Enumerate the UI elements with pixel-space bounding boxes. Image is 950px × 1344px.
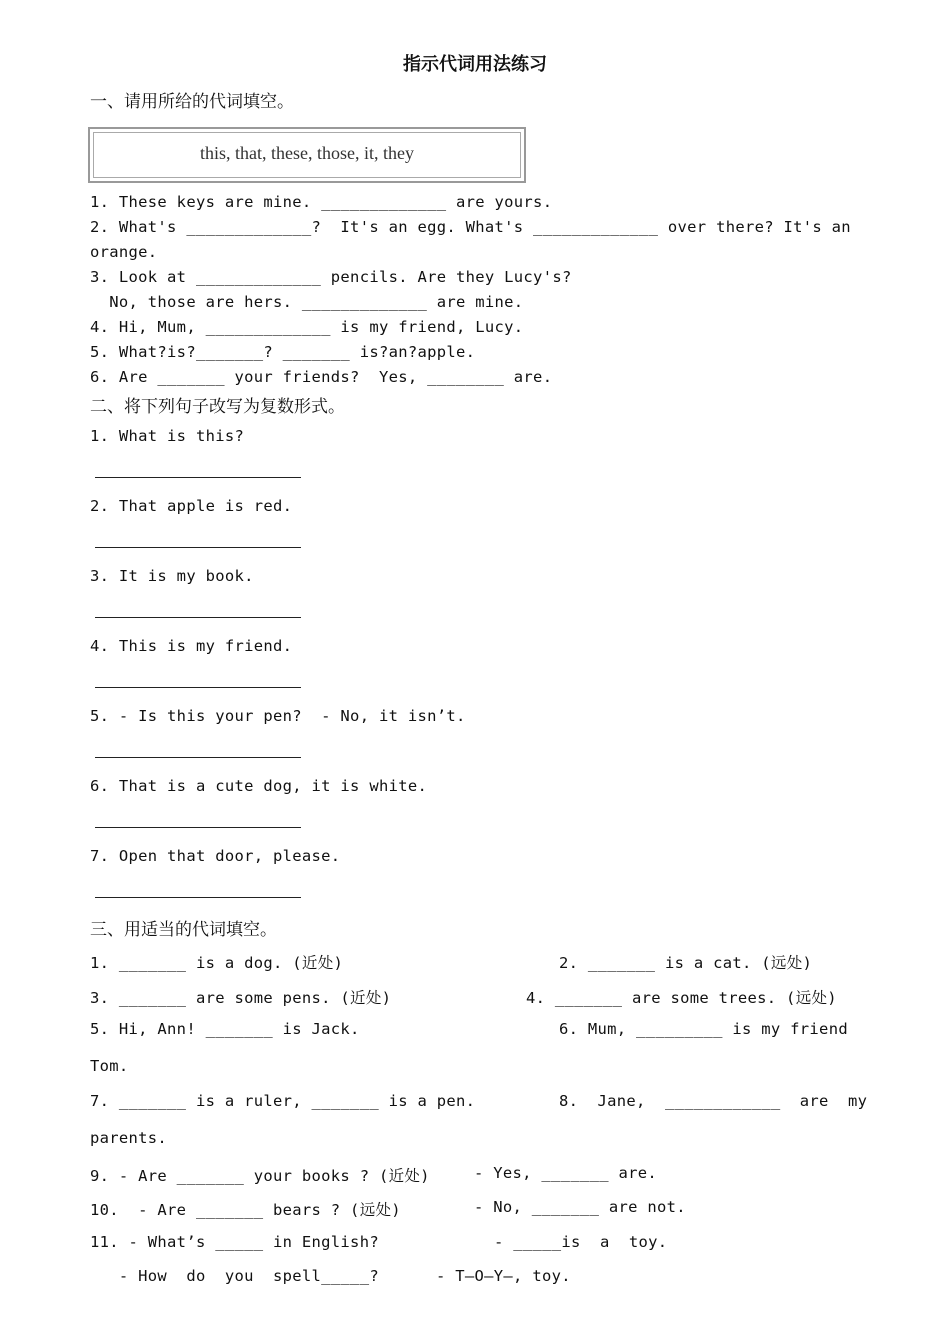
s3-right: 4. _______ are some trees. (远处) [526, 989, 837, 1007]
section3-heading: 三、用适当的代词填空。 [90, 920, 277, 940]
s1-line: 2. What's _____________? It's an egg. What's _____________ over there? It's an [90, 218, 851, 236]
s1-line: 5. What?is?_______? _______ is?an?apple. [90, 343, 476, 361]
s1-line: 3. Look at _____________ pencils. Are they Lucy's? [90, 268, 572, 286]
answer-blank[interactable] [95, 477, 301, 478]
s3-left: Tom. [90, 1057, 129, 1075]
s2-item: 5. - Is this your pen? - No, it isn’t. [90, 707, 466, 725]
s2-item: 2. That apple is red. [90, 497, 293, 515]
s1-line: orange. [90, 243, 158, 261]
s3-left: - How do you spell_____? [90, 1267, 379, 1285]
s3-right: - Yes, _______ are. [474, 1164, 658, 1182]
s3-right: - No, _______ are not. [474, 1198, 686, 1216]
s2-item: 4. This is my friend. [90, 637, 293, 655]
s3-left: 7. _______ is a ruler, _______ is a pen. [90, 1092, 476, 1110]
section1-heading: 一、请用所给的代词填空。 [90, 92, 294, 112]
answer-blank[interactable] [95, 687, 301, 688]
s3-right: - _____is a toy. [494, 1233, 668, 1251]
s3-left: 10. - Are _______ bears ? (远处) [90, 1201, 401, 1219]
s2-item: 3. It is my book. [90, 567, 254, 585]
s2-item: 6. That is a cute dog, it is white. [90, 777, 428, 795]
answer-blank[interactable] [95, 757, 301, 758]
s3-right: - T—O—Y—, toy. [436, 1267, 571, 1285]
s1-line: No, those are hers. _____________ are mine. [90, 293, 524, 311]
page-title: 指示代词用法练习 [403, 54, 547, 75]
s2-item: 1. What is this? [90, 427, 245, 445]
s3-left: 1. _______ is a dog. (近处) [90, 954, 344, 972]
s3-left: 11. - What’s _____ in English? [90, 1233, 379, 1251]
word-box-text: this, that, these, those, it, they [200, 143, 414, 163]
s3-left: parents. [90, 1129, 168, 1147]
s3-left: 3. _______ are some pens. (近处) [90, 989, 392, 1007]
word-box [88, 127, 526, 183]
answer-blank[interactable] [95, 547, 301, 548]
s1-line: 1. These keys are mine. _____________ are yours. [90, 193, 553, 211]
s3-left: 9. - Are _______ your books ? (近处) [90, 1167, 430, 1185]
s3-left: 5. Hi, Ann! _______ is Jack. [90, 1020, 360, 1038]
s3-right: 6. Mum, _________ is my friend [559, 1020, 848, 1038]
s2-item: 7. Open that door, please. [90, 847, 341, 865]
s3-right: 8. Jane, ____________ are my [559, 1092, 868, 1110]
s3-right: 2. _______ is a cat. (远处) [559, 954, 813, 972]
s1-line: 6. Are _______ your friends? Yes, ________ are. [90, 368, 553, 386]
answer-blank[interactable] [95, 617, 301, 618]
s1-line: 4. Hi, Mum, _____________ is my friend, Lucy. [90, 318, 524, 336]
section2-heading: 二、将下列句子改写为复数形式。 [90, 397, 345, 417]
answer-blank[interactable] [95, 827, 301, 828]
answer-blank[interactable] [95, 897, 301, 898]
